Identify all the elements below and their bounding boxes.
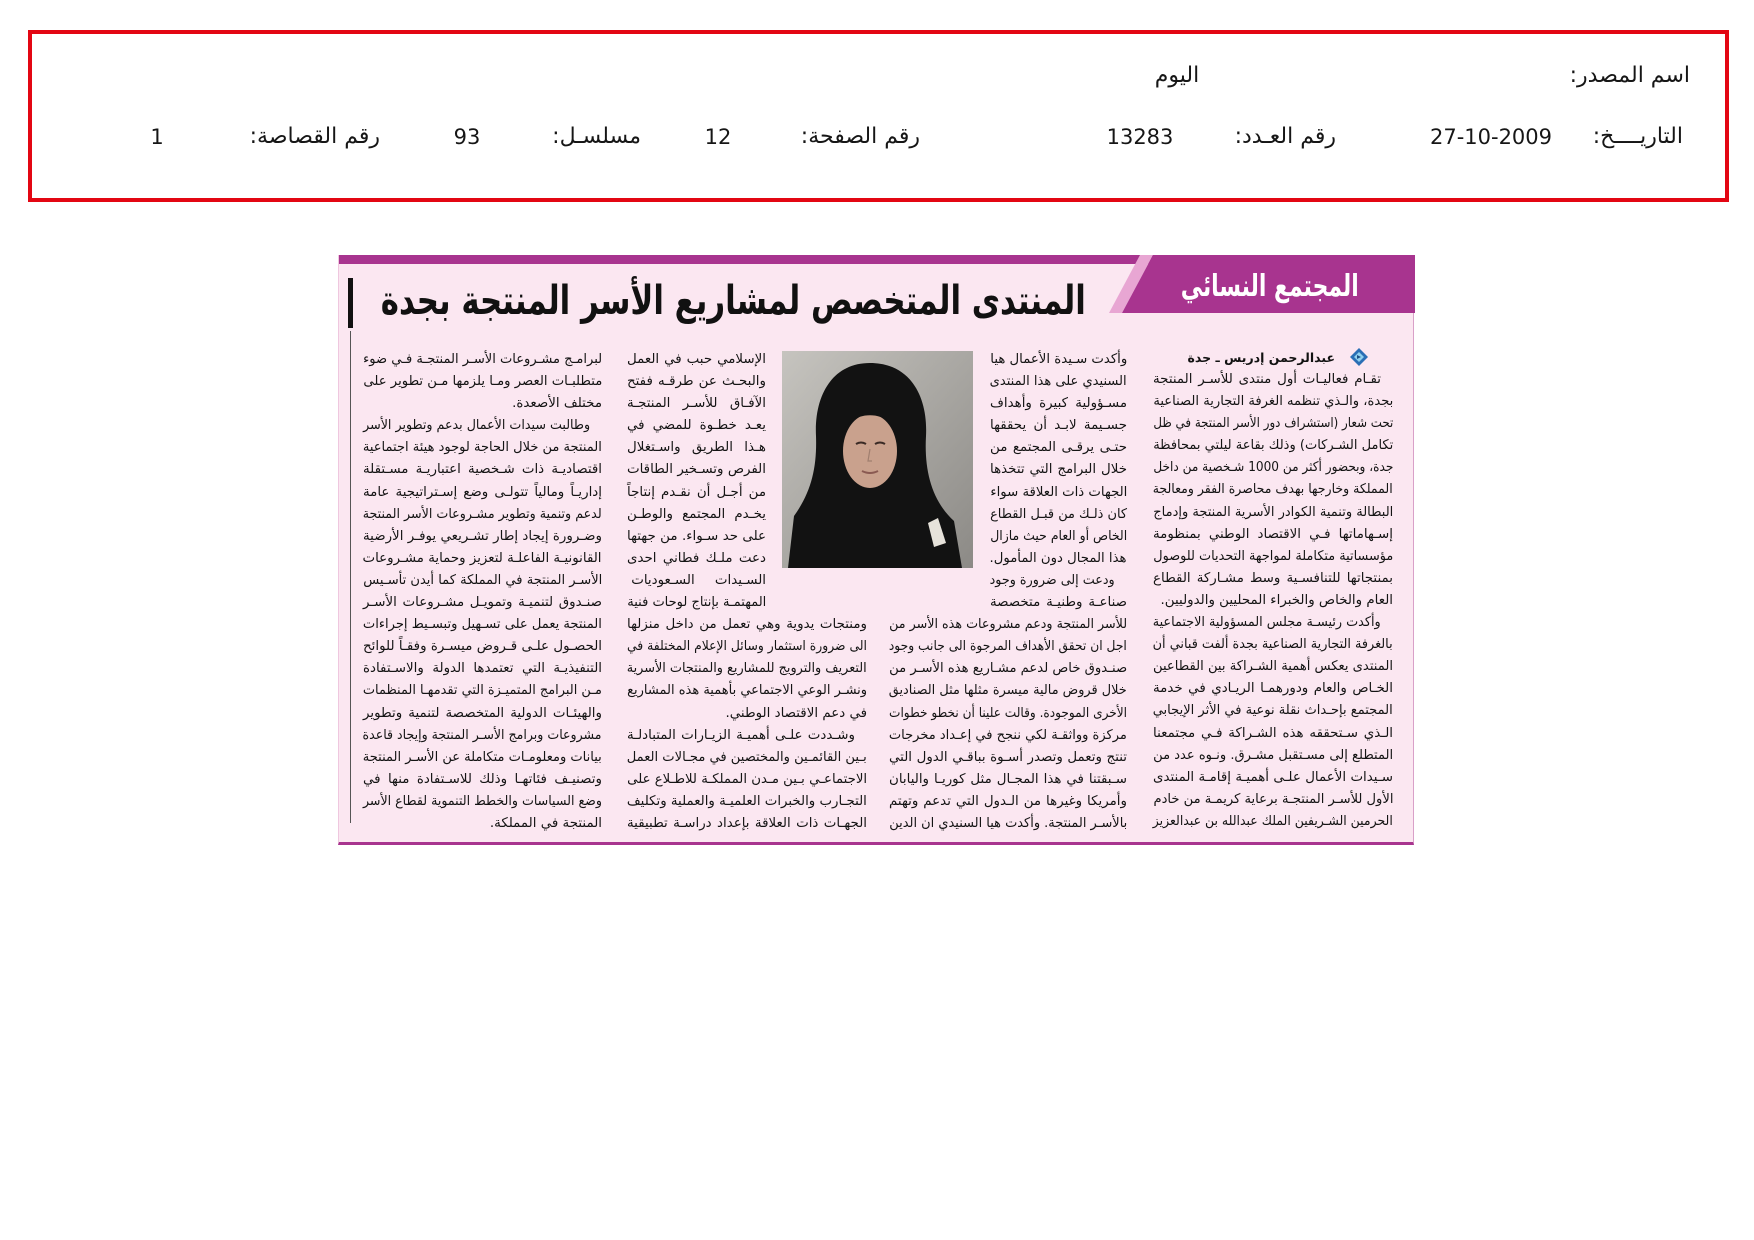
text-line [627,526,766,548]
text-line-content: التعريف والترويج للمشاريع والمنتجات الأسرية [627,661,867,677]
text-line-content: خلال قروض مالية ميسرة مثلها مثل الصناديق [889,683,1127,699]
text-line-content: على حد سـواء. من جهتها [627,528,766,544]
section-tab [1181,263,1359,311]
text-line-content: الجهات ذات العلاقة سواء [990,484,1127,500]
diamond-bullet-icon [1350,348,1368,366]
text-line-content: سـبقتنا في هذا المجـال مثل كوريـا واليابان [889,771,1127,787]
text-line-content: الجهـات ذات العلاقة بإعداد دراسـة تطبيقية [627,816,867,832]
text-line-content: وضع السياسات والخطط التنموية لقطاع الأسر [363,793,602,809]
text-line [627,393,766,415]
text-line-content: إسـهاماتها فـي الاقتصاد الوطني بمنظومة [1153,526,1393,542]
headline [381,273,1086,329]
text-line-content: في دعم الاقتصاد الوطني. [725,705,867,721]
text-line-content: مشروعات وبرامج الأسـر المنتجة وإيجاد قاعدة [363,727,602,743]
text-line-content: من أجـل أن نقـدم إنتاجاً [627,484,766,500]
text-line [363,636,602,658]
text-line [363,349,602,371]
text-line [889,791,1127,813]
source-label: اسم المصدر: [1569,63,1690,88]
text-line-content: بيانات ومعلومـات متكاملة عن الأسـر المنتجة [363,749,602,765]
text-line [627,680,867,702]
text-line [1153,811,1393,833]
text-line [889,658,1127,680]
text-line [363,592,602,614]
text-line [363,813,602,835]
text-line [627,570,766,592]
column-2-text-below-photo [889,614,1127,835]
text-line [1153,767,1393,789]
text-line-content: ومنتجات يدوية وهي تعمل من داخل منزلها [627,617,867,633]
column-2-text-beside-photo [990,349,1127,614]
text-line [1153,568,1393,590]
newspaper-clipping [338,255,1414,845]
page-number-value: 12 [704,125,732,149]
text-line [990,415,1127,437]
text-line-content: الآفـاق للأسـر المنتجـة [627,396,766,412]
text-line [363,415,602,437]
text-line-content: هذا المجال دون المأمول. [990,550,1127,566]
clip-number-value: 1 [150,125,164,149]
text-line-content: خلال البرامج التي تتخذها [990,462,1127,478]
text-line [363,548,602,570]
text-line-content: الأخرى الموجودة. وقالت علينا أن نخطو خطوات [889,705,1127,721]
text-line [990,459,1127,481]
text-line-content: مـن البرامج المتميـزة التي تقدمهـا المنظمات [363,683,602,699]
text-line [1153,789,1393,811]
text-line-content: صنـدوق خاص لدعم مشـاريع هذه الأسـر من [889,661,1127,677]
text-line-content: بـين القائمـين والمختصين في مجـالات العمل [627,749,867,765]
text-line [363,680,602,702]
date-value: 27-10-2009 [1429,125,1553,149]
text-line [1153,590,1393,612]
text-line [1153,634,1393,656]
text-line-content: اجل ان تحقق الأهداف المرجوة الى جانب وجود [889,639,1127,655]
clip-number-label: رقم القصاصة: [249,124,380,149]
text-line [990,592,1127,614]
text-line [627,769,867,791]
byline: عبدالرحمن إدريس ـ جدة [1187,350,1335,365]
text-line [1153,700,1393,722]
text-line-content: والبحـث عن طرقـه ففتح [627,374,766,390]
text-line-content: تنتج وتعمل وتصدر أسـوة بباقـي الدول التي [889,749,1127,765]
text-line-content: السـيدات السـعوديات [631,572,766,588]
text-line [627,747,867,769]
text-line [1153,745,1393,767]
text-line-content: كان ذلـك من قبـل القطاع [990,506,1127,522]
text-line [1153,612,1393,634]
text-line [1153,391,1393,413]
text-line [363,769,602,791]
text-line [627,548,766,570]
text-line [889,680,1127,702]
text-line [1153,656,1393,678]
text-line-content: والهيئـات الدولية المتخصصة لتنمية وتطوير [363,705,602,721]
text-line-content: المنتجة يعمل على تسـهيل وتبسـيط إجراءات [363,617,602,633]
text-line [627,504,766,526]
text-line-content: ونشـر الوعي الاجتماعي بأهمية هذه المشاريع [627,683,867,699]
serial-value: 93 [453,125,481,149]
text-line-content: مركزة وواثقـة لكي ننجح في إعـداد مخرجات [889,727,1127,743]
text-line-content: المنتجة من خلال الحاجة لوجود هيئة اجتماعية [363,440,602,456]
text-line-content: مختلف الأصعدة. [512,396,602,412]
text-line-content: تحت شعار (استشراف دور الأسر المنتجة في ظل [1153,416,1393,432]
text-line [990,504,1127,526]
text-line-content: صناعـة وطنيـة متخصصة [990,595,1127,611]
text-line-content: وطالبت سيدات الأعمال بدعم وتطوير الأسر [363,418,590,434]
text-line [627,349,766,371]
text-line-content: الإسلامي حبب في العمل [627,352,766,367]
text-line-content: الأسـر المنتجة في المملكة كما أيدن تأسـيس [363,572,602,588]
text-line-content: جدة، وبحضور أكثر من 1000 شـخصية من داخل [1153,460,1393,476]
text-line-content: هـذا الطريق واسـتغلال [627,440,766,456]
text-line [627,813,867,835]
text-line [990,349,1127,371]
text-line [363,658,602,680]
text-line-content: التنفيذيـة التي تعتمدها الدولة والاسـتفادة [363,661,602,677]
text-line [990,371,1127,393]
text-line-content: وأمريكا وغيرها من الـدول التي تدعم وتهتم [889,793,1127,809]
text-line [363,570,602,592]
text-line [1153,457,1393,479]
text-line [363,703,602,725]
text-line [889,747,1127,769]
text-line-content: مسـؤولية كبيرة وأهداف [990,396,1127,412]
column-3-text-below-photo [627,614,867,835]
text-line-content: صنـدوق لتنميـة وتمويـل مشـروعات الأسـر [363,595,602,611]
text-line [363,614,602,636]
text-line-content: المنتجة في المملكة. [489,815,602,831]
text-line-content: سـيدات الأعمال علـى أهميـة إقامـة المنتدى [1153,769,1393,785]
text-line-content: وضـرورة إيجاد إطار تشـريعي يوفـر الأرضية [363,528,602,544]
text-line [363,504,602,526]
text-line-content: بجدة، والـذي تنظمه الغرفة التجارية الصناعية [1153,394,1393,410]
text-line [1153,435,1393,457]
text-line [1153,546,1393,568]
text-line-content: الـذي سـتحققه هذه الشـراكة فـي مجتمعنا [1153,725,1393,741]
text-line [627,459,766,481]
column-rule [350,331,351,823]
text-line [889,703,1127,725]
text-line-content: المملكة وخارجها بهدف محاصرة الفقر ومعالجة [1153,482,1393,498]
section-tab-label: المجتمع النسائي [1181,269,1359,304]
text-line-content: المهتمـة بإنتاج لوحات فنية [627,595,766,611]
text-line-content: الخـاص والعام ودورهمـا الريـادي في خدمة [1153,681,1393,697]
issue-number-label: رقم العـدد: [1234,124,1336,149]
text-line [363,725,602,747]
text-line-content: وتصنيـف فئاتهـا وذلك للاسـتفادة منها في [363,771,602,787]
text-line-content: البطالة وتنمية الكوادر الأسرية المنتجة وإدماج [1153,504,1393,520]
date-label: التاريــــخ: [1592,124,1683,149]
text-line [1153,502,1393,524]
text-line-content: بالغرفة التجارية الصناعية بجدة ألفت قباني أن [1153,637,1393,653]
text-line [627,437,766,459]
column-4-text [363,349,602,835]
text-line [627,636,867,658]
text-line-content: إداريـاً ومالياً تتولـى وضع إسـتراتيجية عامة [363,484,602,500]
text-line-content: يخـدم المجتمع والوطـن [627,506,766,522]
text-line [627,592,766,614]
text-line [1153,369,1393,391]
text-line [627,658,867,680]
headline-text: المنتدى المتخصص لمشاريع الأسر المنتجة بجدة [381,278,1086,324]
text-line-content: لبرامـج مشـروعات الأسـر المنتجـة فـي ضوء [363,352,602,367]
text-line [990,437,1127,459]
text-line-content: الحصـول علـى قـروض ميسـرة وفقـاً للوائح [363,639,602,655]
text-line [627,614,867,636]
text-line [363,747,602,769]
text-line-content: التجـارب والخبرات العلميـة والعملية وتكليف [627,793,867,809]
text-line-content: يعـد خطـوة للمضي في [627,418,766,434]
text-line-content: مؤسساتية متكاملة لمواجهة التحديات للوصول [1153,548,1393,564]
text-line [889,769,1127,791]
text-line [363,791,602,813]
page-number-label: رقم الصفحة: [800,124,920,149]
text-line-content: تقـام فعاليـات أول منتدى للأسـر المنتجة [1153,372,1381,387]
text-line-content: وشـددت علـى أهميـة الزيـارات المتبادلـة [627,727,855,743]
text-line-content: وأكدت رئيسـة مجلس المسؤولية الاجتماعية [1153,615,1381,631]
text-line [1153,413,1393,435]
text-line [1153,524,1393,546]
text-line [627,482,766,504]
text-line-content: حتـى يرقـى المجتمع من [990,440,1127,456]
text-line [1153,479,1393,501]
text-line [990,393,1127,415]
text-line-content: المنتدى يعكس أهمية الشـراكة بين القطاعين [1153,659,1393,675]
column-1-text [1153,369,1393,833]
text-line-content: المتطلع إلى مسـتقبل مشـرق. ونـوه عدد من [1153,747,1393,763]
text-line [363,393,602,415]
text-line-content: السنيدي على هذا المنتدى [990,374,1127,390]
text-line [363,526,602,548]
text-line [889,636,1127,658]
text-line [627,791,867,813]
text-line-content: القانونيـة الفاعلـة لتعزيز وحماية مشـروعات [363,550,602,566]
text-line-content: بالأسـر المنتجة. وأكدت هيا السنيدي ان الدين [889,816,1127,832]
text-line [889,725,1127,747]
text-line-content: بمنتجاتها للتنافسـية وسط مشـاركة القطاع [1153,570,1393,586]
text-line-content: الاجتماعـي بـين مـدن المملكـة للاطـلاع على [627,771,867,787]
text-line [363,437,602,459]
text-line-content: جسـيمة لابـد أن يحققها [990,418,1127,434]
text-line-content: الحرمين الشـريفين الملك عبدالله بن عبدالعزيز [1153,813,1393,829]
text-line [627,415,766,437]
text-line-content: لدعم وتنمية وتطوير مشـروعات الأسر المنتجة [363,506,602,522]
column-3-text-beside-photo [627,349,766,614]
text-line-content: للأسر المنتجة ودعم مشروعات هذه الأسر من [889,617,1127,633]
serial-label: مسلسـل: [552,124,641,149]
text-line [627,725,867,747]
text-line-content: متطلبـات العصر ومـا يلزمها مـن تطوير على [363,374,602,390]
text-line [990,570,1127,592]
issue-number-value: 13283 [1106,125,1174,149]
text-line-content: الفرص وتسـخير الطاقات [627,462,766,478]
text-line [627,703,867,725]
text-line [1153,723,1393,745]
text-line-content: دعت ملـك فطاني احدى [627,550,766,566]
text-line [990,526,1127,548]
text-line-content: الى ضرورة استثمار وسائل الإعلام المختلفة في [627,639,867,655]
text-line-content: العام والخاص والخبراء المحليين والدوليين. [1160,592,1393,608]
text-line-content: اقتصاديـة ذات شـخصية اعتباريـة مسـتقلة [363,462,602,478]
text-line-content: وأكدت سـيدة الأعمال هيا [990,352,1127,367]
clipping-info-frame [28,30,1729,202]
text-line [363,482,602,504]
text-line [627,371,766,393]
text-line [889,614,1127,636]
text-line [990,482,1127,504]
text-line-content: المجتمع بإحـداث نقلة نوعية في الأثر الإيجابي [1153,703,1393,719]
text-line [363,371,602,393]
text-line [1153,678,1393,700]
text-line [990,548,1127,570]
text-line [363,459,602,481]
text-line-content: الخاص أو العام حيث مازال [990,528,1127,544]
text-line [889,813,1127,835]
text-line-content: ودعت إلى ضرورة وجود [990,572,1115,588]
source-value: اليوم [1154,63,1200,88]
text-line-content: تكامل الشـركات) وذلك بقاعة ليلتي بمحافظة [1153,438,1393,454]
portrait-photo [782,351,973,568]
text-line-content: الأول للأسـر المنتجـة برعاية كريمـة من خادم [1153,791,1393,807]
